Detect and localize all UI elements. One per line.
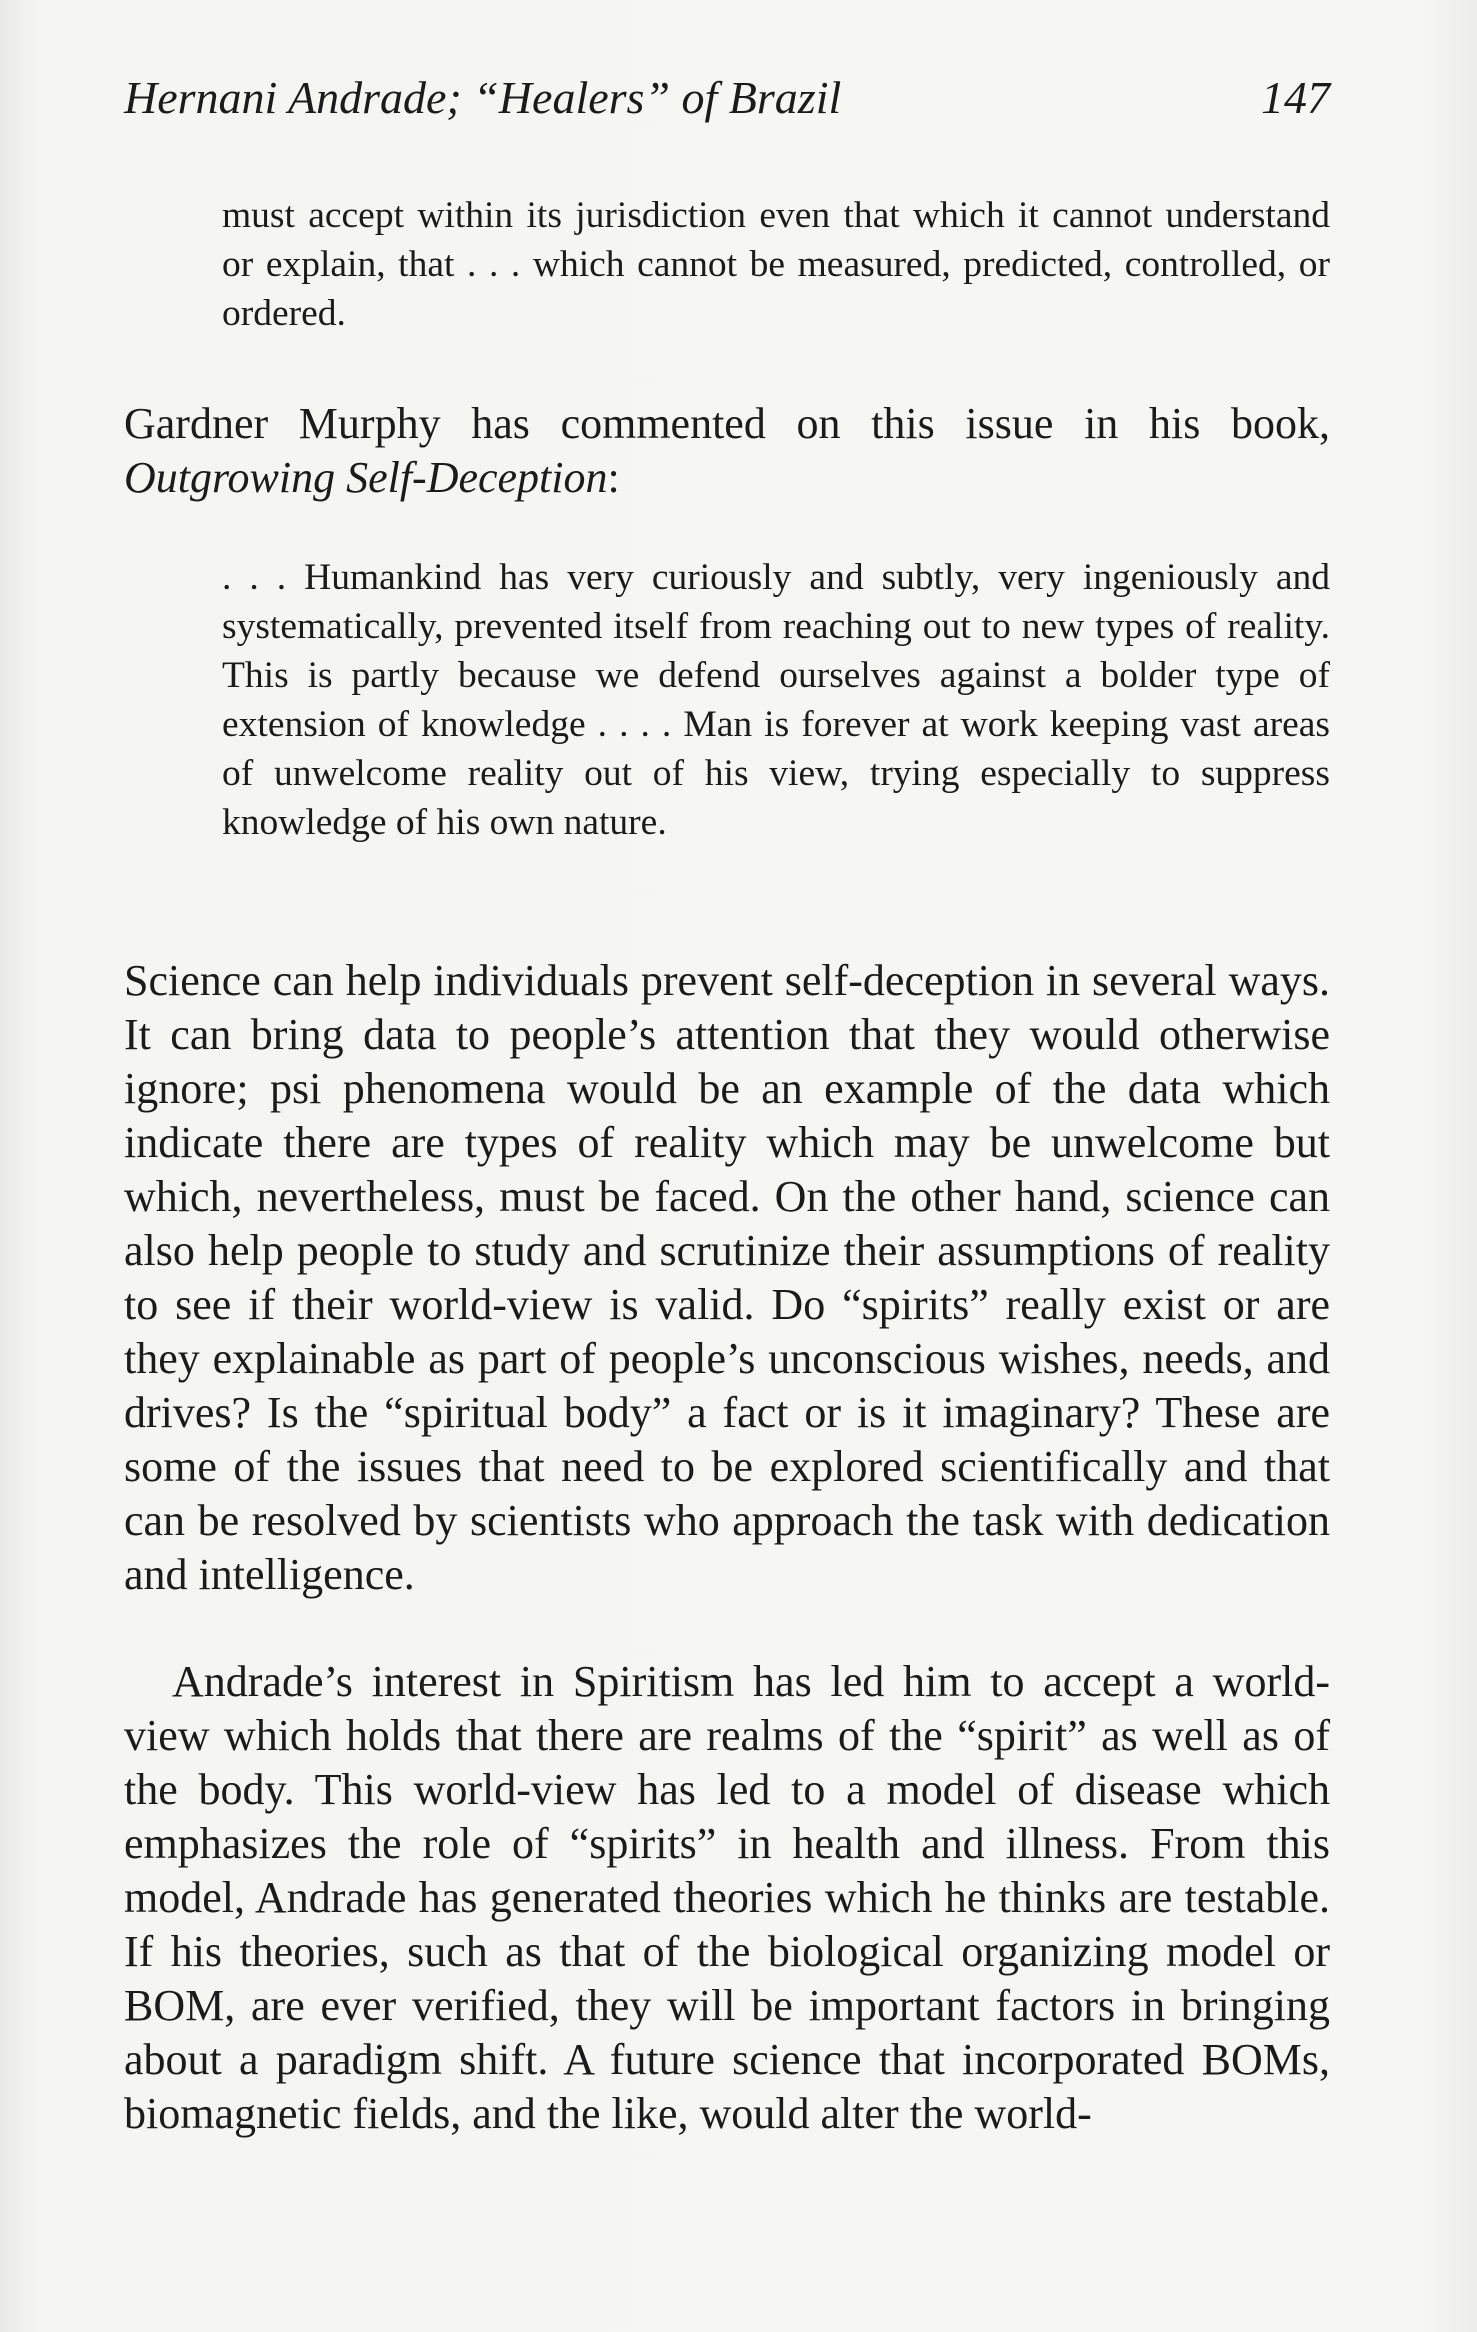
body-paragraph-2: Andrade’s interest in Spiritism has led him to accept a world-view which holds that there are realms of the “spirit” as well as of the body. This world-view has led to a model of disease which emphasizes the role of “spirits” in health and illness. From this model, Andrade has generated theories which he thinks are testable. If his theories, such as that of the biological organizing model or BOM, are ever verified, they will be important factors in bringing about a paradigm shift. A future science that incorporated BOMs, biomagnetic fields, and the like, would alter the world- (124, 1657, 1330, 2138)
intro-paragraph (124, 397, 1330, 505)
page-number: 147 (1261, 72, 1330, 123)
body-paragraph-1: Science can help individuals prevent self-deception in several ways. It can bring data to people’s attention that they would otherwise ignore; psi phenomena would be an example of the data which indicate there are types of reality which may be unwelcome but which, nevertheless, must be faced. On the other hand, science can also help people to study and scrutinize their assumptions of reality to see if their world-view is valid. Do “spirits” really exist or are they explainable as part of people’s unconscious wishes, needs, and drives? Is the “spiritual body” a fact or is it imaginary? These are some of the issues that need to be explored scientifically and that can be resolved by scientists who approach the task with dedication and intelligence. (124, 956, 1330, 1599)
running-head (124, 68, 1330, 128)
block-quote-2: . . . Humankind has very curiously and subtly, very ingeniously and systematically, prevented itself from reaching out to new types of reality. This is partly because we defend ourselves against a bolder type of extension of knowledge . . . . Man is forever at work keeping vast areas of unwelcome reality out of his view, trying especially to suppress knowledge of his own nature. (222, 557, 1330, 843)
intro-text: Gardner Murphy has commented on this issue in his book, (124, 399, 1330, 448)
intro-colon: : (607, 453, 620, 502)
block-quote-1: must accept within its jurisdiction even that which it cannot understand or explain, that . . . which cannot be measured, predicted, controlled, or ordered. (222, 195, 1330, 334)
running-title: Hernani Andrade; “Healers” of Brazil (124, 72, 842, 123)
book-title: Outgrowing Self-Deception (124, 453, 608, 502)
